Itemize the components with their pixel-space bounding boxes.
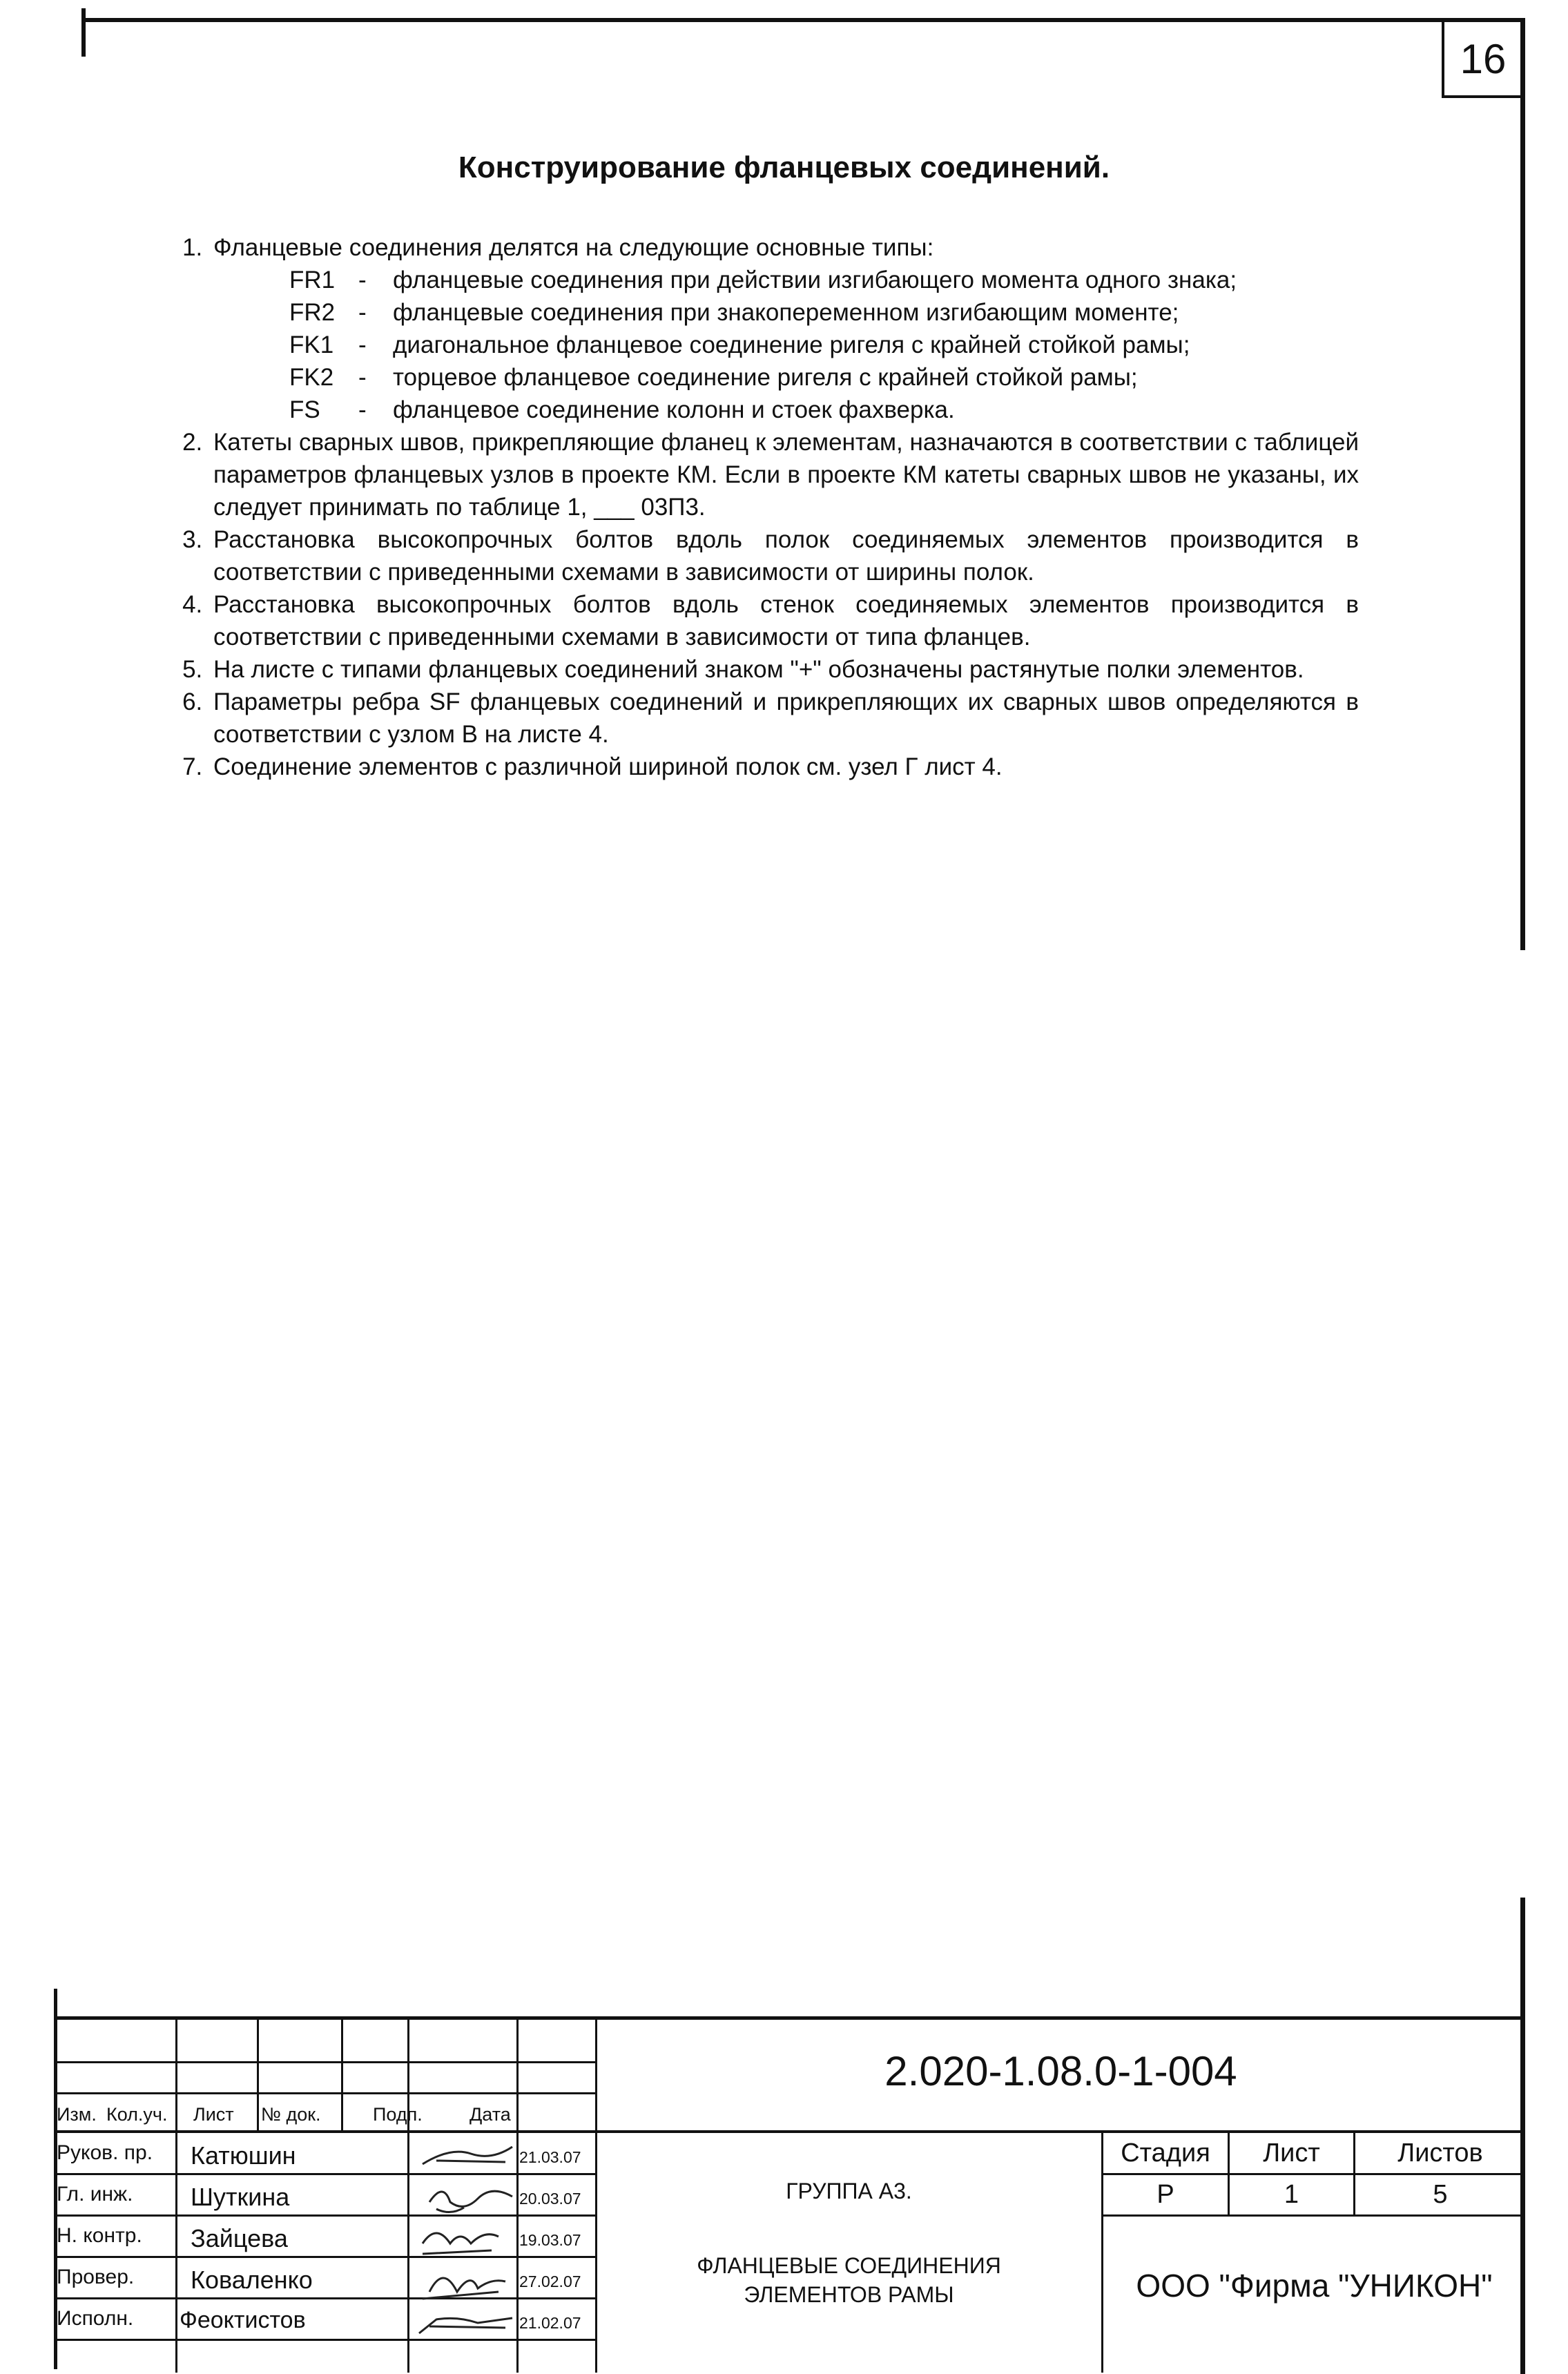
signatures xyxy=(409,2133,516,2339)
sign-date: 21.02.07 xyxy=(519,2314,581,2332)
list-item xyxy=(209,231,1359,426)
person-name: Коваленко xyxy=(191,2266,313,2294)
sign-date: 21.03.07 xyxy=(519,2148,581,2166)
type-description: диагональное фланцевое соединение ригеля с крайней стойкой рамы; xyxy=(393,331,1190,358)
list-item xyxy=(209,523,1359,588)
header-izm: Изм. xyxy=(57,2104,97,2125)
sheet-number: 16 xyxy=(1460,35,1507,82)
stage-label: Стадия xyxy=(1121,2139,1210,2168)
list-item-text: Расстановка высокопрочных болтов вдоль полок соединяемых элементов производится в соответствии с приведенными схемами в зависимости от ширины полок. xyxy=(213,526,1359,586)
role-label: Провер. xyxy=(57,2266,135,2288)
list-item-text: Фланцевые соединения делятся на следующие основные типы: xyxy=(213,234,934,261)
list-item-text: На листе с типами фланцевых соединений знаком "+" обозначены растянутые полки элементов. xyxy=(213,656,1304,683)
sheet-number-box xyxy=(1442,22,1522,98)
header-podp: Подп. xyxy=(373,2104,423,2125)
stage-value: Р xyxy=(1156,2180,1174,2209)
type-description: торцевое фланцевое соединение ригеля с крайней стойкой рамы; xyxy=(393,364,1138,391)
list-item xyxy=(209,686,1359,751)
role-label: Исполн. xyxy=(57,2307,134,2330)
type-code: FR2 xyxy=(289,299,336,326)
role-label: Н. контр. xyxy=(57,2224,142,2247)
document-code: 2.020-1.08.0-1-004 xyxy=(884,2048,1237,2094)
types-list xyxy=(213,264,1359,426)
person-name: Шуткина xyxy=(191,2183,290,2211)
company-name: ООО "Фирма "УНИКОН" xyxy=(1136,2268,1493,2304)
role-label: Гл. инж. xyxy=(57,2183,133,2206)
type-row: FK2 - торцевое фланцевое соединение ригеля с крайней стойкой рамы; xyxy=(213,361,1359,394)
frame-top-border xyxy=(81,18,1525,22)
list-item-text: Катеты сварных швов, прикрепляющие фланец к элементам, назначаются в соответствии с таблицей параметров фланцевых узлов в проекте КМ. Если в проекте КМ катеты сварных швов не указаны, их следует принимать по таблице 1, ___ 03П3. xyxy=(213,429,1359,521)
list-item xyxy=(209,588,1359,653)
header-doc-no: № док. xyxy=(261,2104,321,2125)
list-item-text: Параметры ребра SF фланцевых соединений и прикрепляющих их сварных швов определяются в соответствии с узлом В на листе 4. xyxy=(213,688,1359,748)
type-row: FR1 - фланцевые соединения при действии изгибающего момента одного знака; xyxy=(213,264,1359,296)
header-list: Лист xyxy=(193,2104,234,2125)
sheets-label: Листов xyxy=(1397,2139,1483,2168)
type-description: фланцевое соединение колонн и стоек фахверка. xyxy=(393,396,955,423)
type-row: FK1 - диагональное фланцевое соединение ригеля с крайней стойкой рамы; xyxy=(213,329,1359,361)
person-name: Катюшин xyxy=(191,2141,296,2170)
list-item-text: Соединение элементов с различной шириной полок см. узел Г лист 4. xyxy=(213,753,1003,780)
notes-list xyxy=(157,231,1359,783)
header-data: Дата xyxy=(470,2104,511,2125)
type-row: FS - фланцевое соединение колонн и стоек фахверка. xyxy=(213,394,1359,426)
list-item xyxy=(209,751,1359,783)
list-item-text: Расстановка высокопрочных болтов вдоль стенок соединяемых элементов производится в соответствии с приведенными схемами в зависимости от типа фланцев. xyxy=(213,591,1359,650)
type-description: фланцевые соединения при действии изгибающего момента одного знака; xyxy=(393,267,1237,293)
list-item xyxy=(209,426,1359,523)
list-item xyxy=(209,653,1359,686)
sheet-value: 1 xyxy=(1284,2180,1299,2209)
type-description: фланцевые соединения при знакопеременном изгибающим моменте; xyxy=(393,299,1179,326)
type-code: FS xyxy=(289,396,320,423)
role-label: Руков. пр. xyxy=(57,2141,153,2164)
frame-top-left-tick xyxy=(81,8,86,57)
type-code: FK2 xyxy=(289,364,334,391)
page-title: Конструирование фланцевых соединений. xyxy=(458,151,1110,184)
header-kol-uch: Кол.уч. xyxy=(106,2104,168,2125)
sheet-label: Лист xyxy=(1263,2139,1320,2168)
type-row: FR2 - фланцевые соединения при знакопеременном изгибающим моменте; xyxy=(213,296,1359,329)
type-code: FR1 xyxy=(289,267,336,293)
person-name: Феоктистов xyxy=(180,2307,306,2333)
sign-date: 27.02.07 xyxy=(519,2272,581,2290)
title-block xyxy=(54,2016,1525,2369)
type-code: FK1 xyxy=(289,331,334,358)
person-name: Зайцева xyxy=(191,2224,288,2252)
sign-date: 19.03.07 xyxy=(519,2231,581,2249)
subject-line-1: ФЛАНЦЕВЫЕ СОЕДИНЕНИЯ xyxy=(697,2253,1001,2278)
group-label: ГРУППА А3. xyxy=(786,2179,912,2203)
sign-date: 20.03.07 xyxy=(519,2190,581,2208)
subject-line-2: ЭЛЕМЕНТОВ РАМЫ xyxy=(744,2282,954,2307)
sheets-value: 5 xyxy=(1433,2180,1448,2209)
